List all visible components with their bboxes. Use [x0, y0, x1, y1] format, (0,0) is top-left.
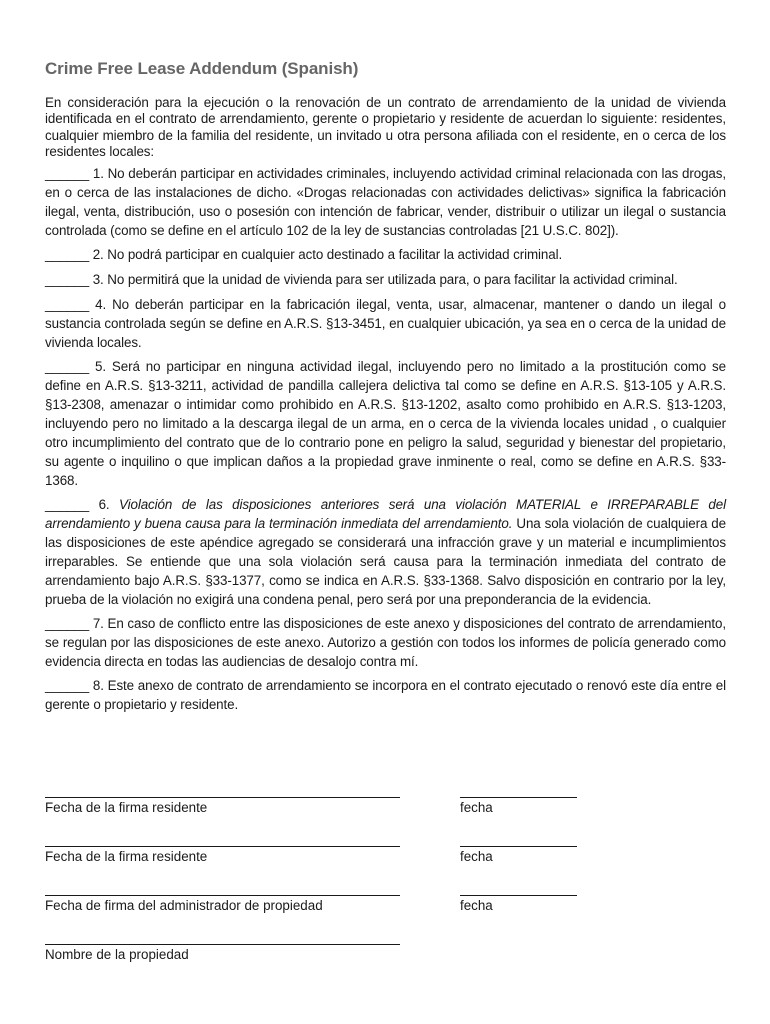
clause-3-text: 3. No permitirá que la unidad de vivienda para ser utilizada para, o para facilitar la actividad criminal.	[89, 272, 678, 288]
clause-4	[45, 295, 726, 352]
clause-5-blank[interactable]: ______	[45, 359, 90, 375]
clause-7-text: 7. En caso de conflicto entre las disposiciones de este anexo y disposiciones del contrato de arrendamiento, se regulan por las disposiciones de este anexo. Autorizo a gestión con todos los informes de policía generado como evidencia directa en todas las audiencias de desalojo contra mí.	[45, 616, 726, 670]
signature-row-resident-1	[45, 790, 726, 839]
document-page	[45, 58, 726, 719]
clause-8	[45, 676, 726, 714]
document-title: Crime Free Lease Addendum (Spanish)	[45, 59, 359, 78]
signature-label: Fecha de firma del administrador de propiedad	[45, 898, 323, 913]
clause-8-text: 8. Este anexo de contrato de arrendamiento se incorpora en el contrato ejecutado o renovó este día entre el gerente o propietario y residente.	[45, 678, 726, 713]
signature-line[interactable]	[45, 895, 400, 896]
clause-8-blank[interactable]: ______	[45, 678, 90, 694]
clause-6-italic-text: Violación de las disposiciones anteriores será una violación MATERIAL e IRREPARABLE del arrendamiento y buena causa para la terminación inmediata del arrendamiento.	[45, 497, 726, 532]
date-line[interactable]	[460, 895, 577, 896]
clause-2-blank[interactable]: ______	[45, 247, 90, 263]
clause-6-text: Una sola violación de cualquiera de las disposiciones de este apéndice agregado se considerará una infracción grave y un material e incumplimientos irreparables. Se entiende que una sola violación será causa para la terminación inmediata del contrato de arrendamiento bajo A.R.S. §33-1377, como se indica en A.R.S. §33-1368. Salvo disposición en contrario por la ley, prueba de la violación no exigirá una condena penal, pero será por una preponderancia de la evidencia.	[45, 516, 726, 608]
clause-6-blank[interactable]: ______	[45, 497, 90, 513]
signature-row-resident-2	[45, 839, 726, 888]
clause-7	[45, 614, 726, 671]
date-label: fecha	[460, 849, 493, 864]
date-line[interactable]	[460, 797, 577, 798]
clause-1-blank[interactable]: ______	[45, 166, 90, 182]
signature-block	[45, 790, 726, 986]
clause-1	[45, 164, 726, 240]
clause-3	[45, 270, 726, 289]
signature-line[interactable]	[45, 846, 400, 847]
clause-4-blank[interactable]: ______	[45, 297, 90, 313]
clause-4-text: 4. No deberán participar en la fabricación ilegal, venta, usar, almacenar, mantener o dando un ilegal o sustancia controlada según se define en A.R.S. §13-3451, en cualquier ubicación, ya sea en o cerca de la unidad de vivienda locales.	[45, 297, 726, 351]
clause-5	[45, 357, 726, 490]
date-line[interactable]	[460, 846, 577, 847]
date-label: fecha	[460, 800, 493, 815]
clause-7-blank[interactable]: ______	[45, 616, 90, 632]
property-name-line[interactable]	[45, 944, 400, 945]
clause-1-text: 1. No deberán participar en actividades criminales, incluyendo actividad criminal relacionada con las drogas, en o cerca de las instalaciones de dicho. «Drogas relacionadas con actividades delictivas» significa la fabricación ilegal, venta, distribución, uso o posesión con intención de fabricar, vender, distribuir o utilizar un ilegal o sustancia controlada (como se define en el artículo 102 de la ley de sustancias controladas [21 U.S.C. 802]).	[45, 166, 726, 239]
signature-row-manager	[45, 888, 726, 937]
clause-6-number: 6.	[89, 497, 120, 513]
clause-2	[45, 245, 726, 264]
date-label: fecha	[460, 898, 493, 913]
signature-label: Fecha de la firma residente	[45, 849, 208, 864]
signature-line[interactable]	[45, 797, 400, 798]
clause-6	[45, 495, 726, 609]
clause-3-blank[interactable]: ______	[45, 272, 90, 288]
signature-label: Fecha de la firma residente	[45, 800, 208, 815]
clause-2-text: 2. No podrá participar en cualquier acto destinado a facilitar la actividad criminal.	[89, 247, 563, 263]
signature-row-property-name	[45, 937, 726, 986]
property-name-label: Nombre de la propiedad	[45, 947, 189, 962]
clause-5-text: 5. Será no participar en ninguna actividad ilegal, incluyendo pero no limitado a la prostitución como se define en A.R.S. §13-3211, actividad de pandilla callejera delictiva tal como se define en A.R.S. §13-105 y A.R.S. §13-2308, amenazar o intimidar como prohibido en A.R.S. §13-1202, asalto como prohibido en A.R.S. §13-1203, incluyendo pero no limitado a la descarga ilegal de un arma, en o cerca de la vivienda locales unidad , o cualquier otro incumplimiento del contrato que de lo contrario pone en peligro la salud, seguridad y bienestar del propietario, su agente o inquilino o que implican daños a la propiedad grave inminente o real, como se define en A.R.S. §33-1368.	[45, 359, 726, 489]
intro-paragraph: En consideración para la ejecución o la renovación de un contrato de arrendamiento de la unidad de vivienda identificada en el contrato de arrendamiento, gerente o propietario y residente de acuerdan lo siguiente: residentes, cualquier miembro de la familia del residente, un invitado u otra persona afiliada con el residente, en o cerca de los residentes locales:	[45, 95, 726, 159]
